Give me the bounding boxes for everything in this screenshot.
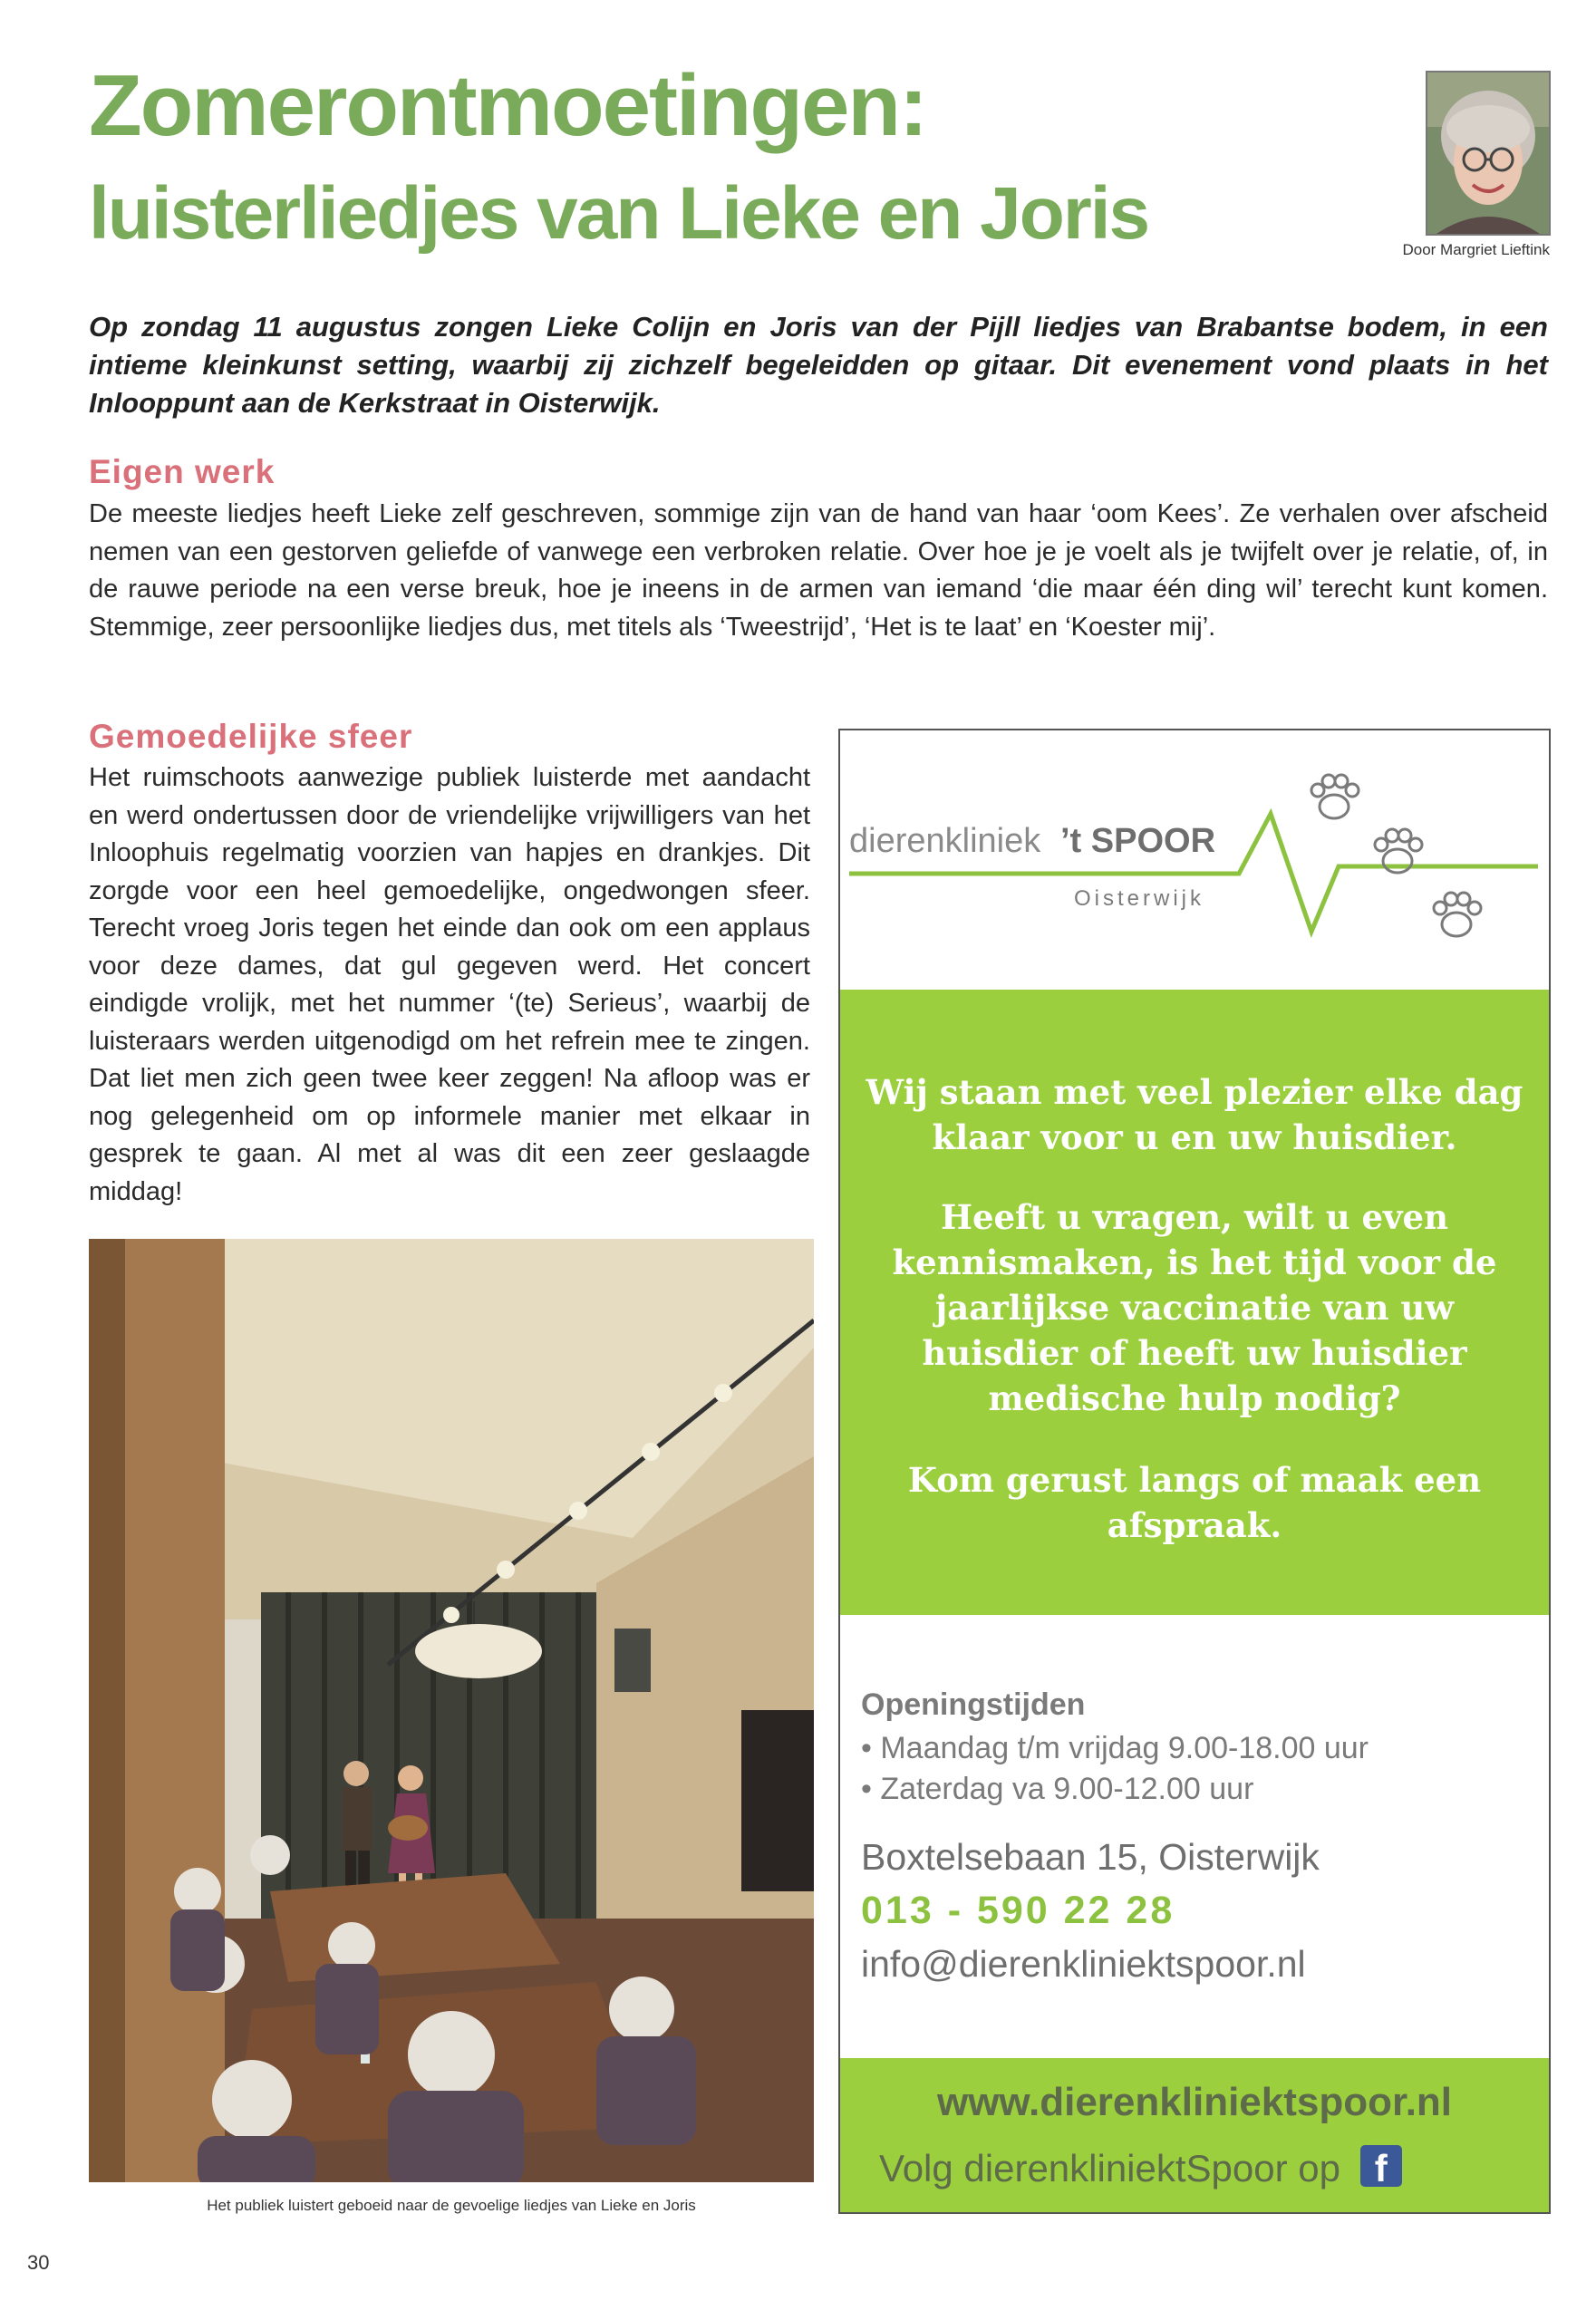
ad-email: info@dierenkliniektspoor.nl <box>861 1943 1306 1985</box>
facebook-icon: f <box>1360 2145 1402 2187</box>
advertisement-dierenkliniek <box>838 729 1551 2214</box>
concert-photo-image <box>89 1239 814 2182</box>
article-title-line2: luisterliedjes van Lieke en Joris <box>89 172 1149 255</box>
section-heading-gemoedelijke-sfeer: Gemoedelijke sfeer <box>89 718 413 755</box>
ad-call-to-action: Kom gerust langs of maak een afspraak. <box>907 1460 1482 1545</box>
ad-follow-line <box>879 2145 1402 2190</box>
article-intro: Op zondag 11 augustus zongen Lieke Colijn en Joris van der Pijll liedjes van Brabantse bodem, in een intieme kleinkunst setting, waarbij zij zichzelf begeleidden op gitaar. Dit evenement vond plaats in het Inlooppunt aan de Kerkstraat in Oisterwijk. <box>89 311 1548 419</box>
ad-phone: 013 - 590 22 28 <box>861 1889 1175 1932</box>
ad-website-url: www.dierenkliniektspoor.nl <box>936 2080 1453 2124</box>
author-portrait-image <box>1427 72 1549 234</box>
author-byline: Door Margriet Lieftink <box>1402 241 1550 258</box>
section-text-eigen-werk: De meeste liedjes heeft Lieke zelf geschreven, sommige zijn van de hand van haar ‘oom Kees’. Ze verhalen over afscheid nemen van een gestorven geliefde of vanwege een verbroken relatie. Over hoe je je voelt als je twijfelt over je relatie, of, in de rauwe periode na een verse breuk, hoe je ineens in de armen van iemand ‘die maar één ding wil’ terecht kunt komen. Stemmige, zeer persoonlijke liedjes dus, met titels als ‘Tweestrijd’, ‘Het is te laat’ en ‘Koester mij’. <box>89 499 1548 642</box>
photo-caption: Het publiek luistert geboeid naar de gevoelige liedjes van Lieke en Joris <box>207 2197 696 2214</box>
ad-hours-saturday: • Zaterdag va 9.00-12.00 uur <box>861 1772 1254 1806</box>
ad-hours-weekdays: • Maandag t/m vrijdag 9.00-18.00 uur <box>861 1731 1369 1765</box>
ad-logo <box>840 730 1549 990</box>
ad-hours-heading: Openingstijden <box>861 1687 1086 1722</box>
concert-photo <box>89 1239 814 2182</box>
ad-brand-name: dierenkliniek <box>849 822 1041 860</box>
section-heading-eigen-werk: Eigen werk <box>89 453 276 490</box>
ad-follow-text: Volg dierenkliniektSpoor op <box>879 2147 1341 2190</box>
ad-footer-panel <box>840 2058 1549 2212</box>
ad-services-text: Heeft u vragen, wilt u even kennismaken, is het tijd voor de jaarlijkse vaccinatie van uw huisdier of heeft uw huisdier medische hulp nodig? <box>892 1197 1497 1418</box>
ad-logo-graphic <box>840 730 1549 990</box>
author-portrait <box>1426 71 1551 236</box>
section-text-gemoedelijke-sfeer: Het ruimschoots aanwezige publiek luisterde met aandacht en werd ondertussen door de vriendelijke vrijwilligers van het Inloophuis regelmatig voorzien van hapjes en drankjes. Dit zorgde voor een heel gemoedelijke, ongedwongen sfeer. Terecht vroeg Joris tegen het einde dan ook om een applaus voor deze dames, dat gul gegeven werd. Het concert eindigde vrolijk, met het nummer ‘(te) Serieus’, waarbij de luisteraars werden uitgenodigd om het refrein mee te zingen. Dat liet men zich geen twee keer zeggen! Na afloop was er nog gelegenheid om op informele manier met elkaar in gesprek te gaan. Al met al was dit een zeer geslaagde middag! <box>89 763 810 1206</box>
ad-green-panel <box>840 990 1549 1615</box>
article-title-line1: Zomerontmoetingen: <box>89 57 926 154</box>
ad-address: Boxtelsebaan 15, Oisterwijk <box>861 1836 1320 1878</box>
ad-brand-highlight: ’t SPOOR <box>1060 822 1216 860</box>
page-number: 30 <box>27 2251 50 2274</box>
paw-print-icon <box>1311 775 1481 936</box>
ad-brand-location: Oisterwijk <box>1074 886 1205 911</box>
ad-slogan: Wij staan met veel plezier elke dag klaar voor u en uw huisdier. <box>866 1072 1523 1157</box>
